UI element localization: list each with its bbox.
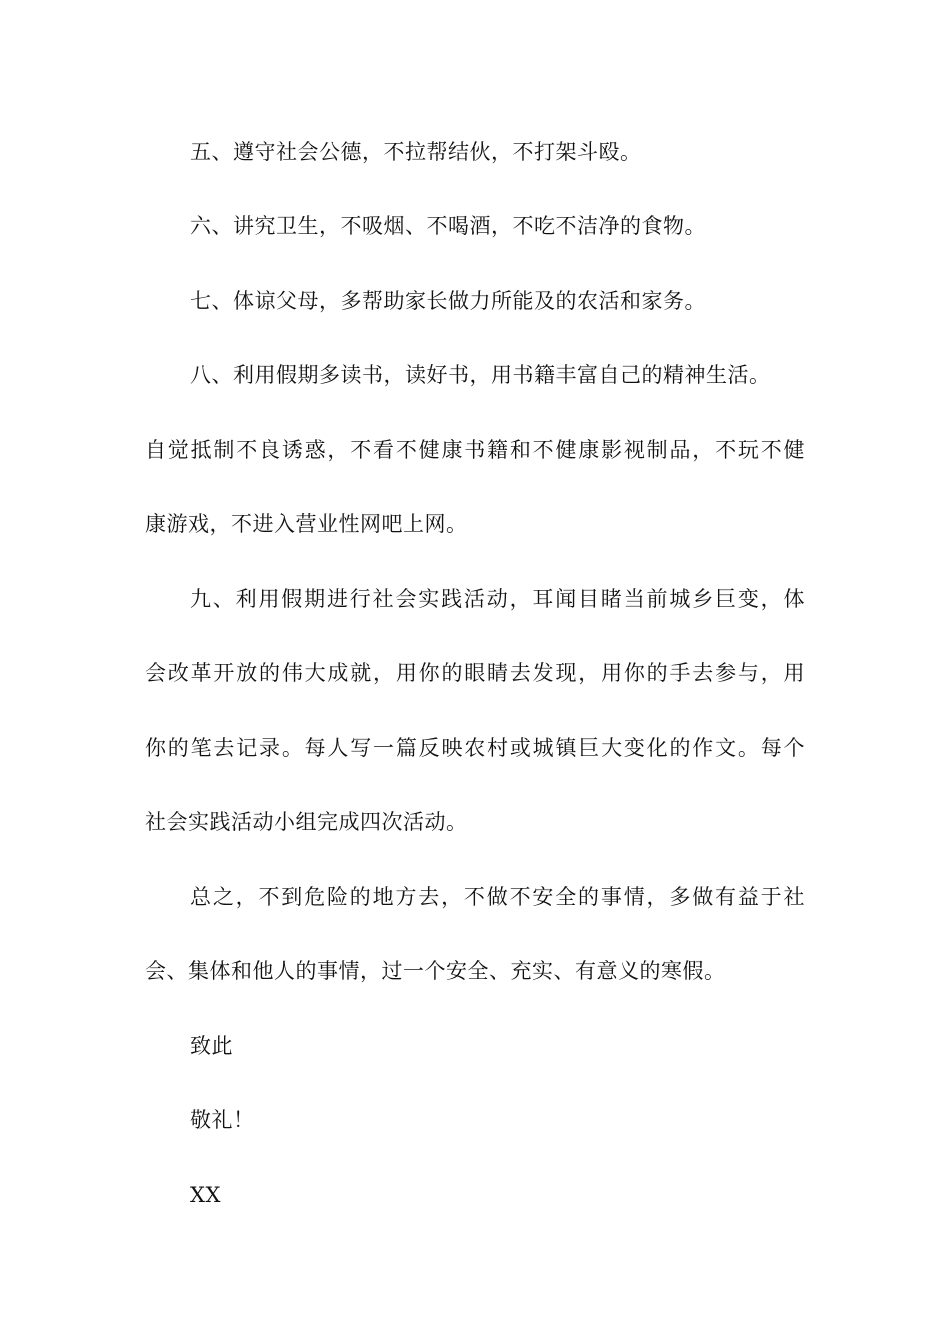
rule-nine-line-3: 你的笔去记录。每人写一篇反映农村或城镇巨大变化的作文。每个 (145, 736, 805, 760)
rule-nine-line-4: 社会实践活动小组完成四次活动。 (145, 810, 468, 834)
closing-salutation: 致此 (190, 1034, 233, 1058)
rule-eight-line-1: 八、利用假期多读书，读好书，用书籍丰富自己的精神生活。 (190, 363, 771, 387)
rule-five: 五、遵守社会公德，不拉帮结伙，不打架斗殴。 (190, 140, 642, 164)
closing-regards: 敬礼！ (190, 1108, 255, 1132)
rule-eight-line-3: 康游戏，不进入营业性网吧上网。 (145, 512, 468, 536)
rule-nine-line-1: 九、利用假期进行社会实践活动，耳闻目睹当前城乡巨变，体 (190, 587, 805, 611)
summary-line-2: 会、集体和他人的事情，过一个安全、充实、有意义的寒假。 (145, 959, 726, 983)
rule-seven: 七、体谅父母，多帮助家长做力所能及的农活和家务。 (190, 289, 706, 313)
rule-six: 六、讲究卫生，不吸烟、不喝酒，不吃不洁净的食物。 (190, 214, 706, 238)
summary-line-1: 总之，不到危险的地方去，不做不安全的事情，多做有益于社 (190, 885, 805, 909)
rule-nine-line-2: 会改革开放的伟大成就，用你的眼睛去发现，用你的手去参与，用 (145, 661, 805, 685)
signature: XX (190, 1183, 221, 1207)
rule-eight-line-2: 自觉抵制不良诱惑，不看不健康书籍和不健康影视制品，不玩不健 (145, 438, 805, 462)
